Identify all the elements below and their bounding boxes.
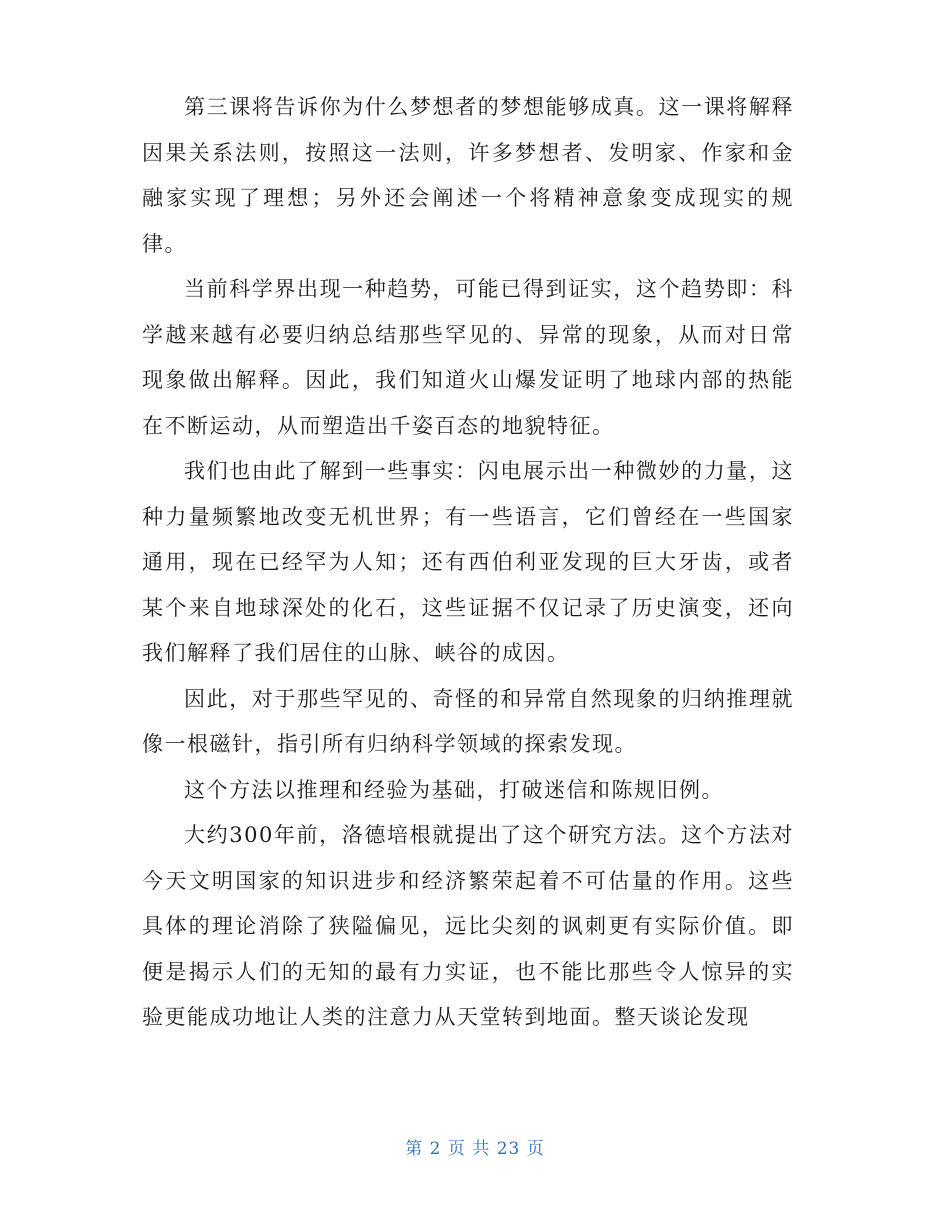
footer-total-pages: 23 — [496, 1139, 521, 1159]
footer-prefix: 第 — [405, 1139, 424, 1159]
paragraph-4: 因此，对于那些罕见的、奇怪的和异常自然现象的归纳推理就像一根磁针，指引所有归纳科学领域的探索发现。 — [142, 686, 794, 756]
footer-current-page: 2 — [429, 1139, 442, 1159]
page-footer — [0, 1134, 950, 1159]
document-body — [142, 85, 794, 1041]
paragraph-1: 第三课将告诉你为什么梦想者的梦想能够成真。这一课将解释因果关系法则，按照这一法则，许多梦想者、发明家、作家和金融家实现了理想；另外还会阐述一个将精神意象变成现实的规律。 — [142, 95, 794, 256]
paragraph-3: 我们也由此了解到一些事实：闪电展示出一种微妙的力量，这种力量频繁地改变无机世界；有一些语言，它们曾经在一些国家通用，现在已经罕为人知；还有西伯利亚发现的巨大牙齿，或者某个来自地球深处的化石，这些证据不仅记录了历史演变，还向我们解释了我们居住的山脉、峡谷的成因。 — [142, 459, 794, 665]
paragraph-5: 这个方法以推理和经验为基础，打破迷信和陈规旧例。 — [184, 777, 724, 802]
paragraph-6: 大约300年前，洛德培根就提出了这个研究方法。这个方法对今天文明国家的知识进步和经济繁荣起着不可估量的作用。这些具体的理论消除了狭隘偏见，远比尖刻的讽刺更有实际价值。即便是揭示人们的无知的最有力实证，也不能比那些令人惊异的实验更能成功地让人类的注意力从天堂转到地面。整天谈论发现 — [142, 823, 794, 1029]
footer-suffix: 页 — [526, 1139, 545, 1159]
footer-middle: 页 共 — [447, 1139, 491, 1159]
paragraph-2: 当前科学界出现一种趋势，可能已得到证实，这个趋势即：科学越来越有必要归纳总结那些罕见的、异常的现象，从而对日常现象做出解释。因此，我们知道火山爆发证明了地球内部的热能在不断运动，从而塑造出千姿百态的地貌特征。 — [142, 277, 794, 438]
